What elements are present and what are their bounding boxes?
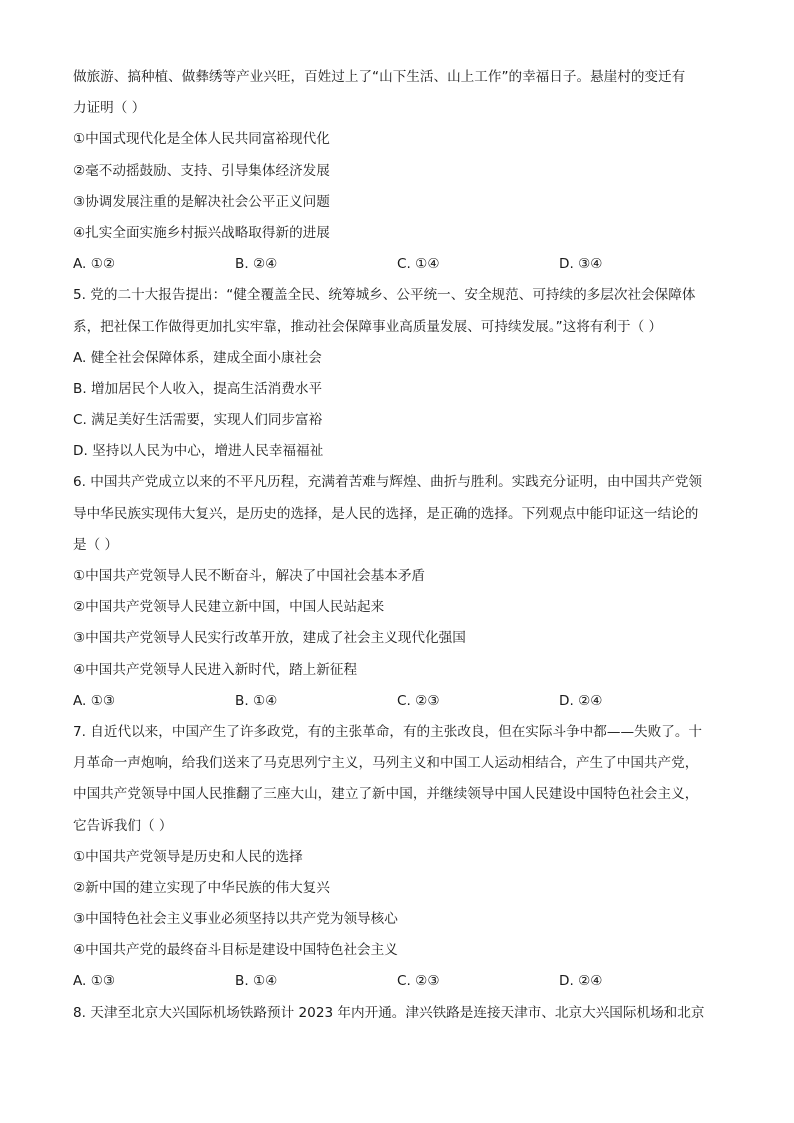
- statement: ②中国共产党领导人民建立新中国，中国人民站起来: [73, 599, 385, 616]
- statement: ③中国特色社会主义事业必须坚持以共产党为领导核心: [73, 911, 398, 928]
- statement: ①中国式现代化是全体人民共同富裕现代化: [73, 131, 330, 148]
- question-text-line: 中国共产党领导中国人民推翻了三座大山，建立了新中国，并继续领导中国人民建设中国特色社会主义，: [73, 786, 699, 803]
- option-c[interactable]: C. ①④: [397, 256, 440, 273]
- option-b[interactable]: B. ①④: [235, 692, 278, 709]
- option-d[interactable]: D. ②④: [559, 692, 603, 709]
- option-b[interactable]: B. ②④: [235, 256, 278, 273]
- answer-options: [73, 249, 723, 280]
- statement: ②毫不动摇鼓励、支持、引导集体经济发展: [73, 162, 330, 179]
- statement: ③协调发展注重的是解决社会公平正义问题: [73, 193, 330, 210]
- option-d[interactable]: D. ③④: [559, 256, 603, 273]
- exam-page: [73, 62, 723, 1029]
- question-7: [73, 717, 723, 998]
- question-text-line: 导中华民族实现伟大复兴，是历史的选择，是人民的选择，是正确的选择。下列观点中能印证这一结论的: [73, 505, 699, 522]
- question-text-line: 7. 自近代以来，中国产生了许多政党，有的主张革命，有的主张改良，但在实际斗争中都——失败了。十: [73, 723, 703, 740]
- question-text-line: 是（ ）: [73, 536, 119, 553]
- answer-options: [73, 686, 723, 717]
- option-a[interactable]: A. ①③: [73, 973, 116, 990]
- question-text-line: 8. 天津至北京大兴国际机场铁路预计 2023 年内开通。津兴铁路是连接天津市、北京大兴国际机场和北京: [73, 1004, 705, 1021]
- question-text-line: 5. 党的二十大报告提出：“健全覆盖全民、统筹城乡、公平统一、安全规范、可持续的多层次社会保障体: [73, 287, 696, 304]
- question-8: [73, 998, 723, 1029]
- statement: ④中国共产党的最终奋斗目标是建设中国特色社会主义: [73, 942, 398, 959]
- question-6: [73, 467, 723, 717]
- option-c[interactable]: C. 满足美好生活需要，实现人们同步富裕: [73, 412, 323, 429]
- question-text-line: 系，把社保工作做得更加扎实牢靠，推动社会保障事业高质量发展、可持续发展。”这将有利于（ ）: [73, 318, 663, 335]
- option-b[interactable]: B. 增加居民个人收入，提高生活消费水平: [73, 380, 323, 397]
- question-text-line: 月革命一声炮响，给我们送来了马克思列宁主义，马列主义和中国工人运动相结合，产生了中国共产党，: [73, 755, 699, 772]
- statement: ②新中国的建立实现了中华民族的伟大复兴: [73, 879, 330, 896]
- question-text-line: 力证明（ ）: [73, 100, 146, 117]
- statement: ④中国共产党领导人民进入新时代，踏上新征程: [73, 661, 358, 678]
- statement: ①中国共产党领导是历史和人民的选择: [73, 848, 303, 865]
- option-d[interactable]: D. 坚持以人民为中心，增进人民幸福福祉: [73, 443, 324, 460]
- question-text-line: 它告诉我们（ ）: [73, 817, 173, 834]
- answer-options: [73, 966, 723, 997]
- statement: ④扎实全面实施乡村振兴战略取得新的进展: [73, 224, 330, 241]
- question-5: [73, 280, 723, 467]
- option-a[interactable]: A. ①②: [73, 256, 116, 273]
- question-text-line: 做旅游、搞种植、做彝绣等产业兴旺，百姓过上了“山下生活、山上工作”的幸福日子。悬崖村的变迁有: [73, 69, 686, 85]
- question-4-tail: [73, 62, 723, 280]
- option-c[interactable]: C. ②③: [397, 692, 440, 709]
- option-a[interactable]: A. ①③: [73, 692, 116, 709]
- statement: ①中国共产党领导人民不断奋斗，解决了中国社会基本矛盾: [73, 568, 426, 584]
- option-a[interactable]: A. 健全社会保障体系，建成全面小康社会: [73, 349, 322, 366]
- option-c[interactable]: C. ②③: [397, 973, 440, 990]
- option-b[interactable]: B. ①④: [235, 973, 278, 990]
- question-text-line: 6. 中国共产党成立以来的不平凡历程，充满着苦难与辉煌、曲折与胜利。实践充分证明，由中国共产党领: [73, 474, 703, 491]
- statement: ③中国共产党领导人民实行改革开放，建成了社会主义现代化强国: [73, 630, 466, 647]
- option-d[interactable]: D. ②④: [559, 973, 603, 990]
